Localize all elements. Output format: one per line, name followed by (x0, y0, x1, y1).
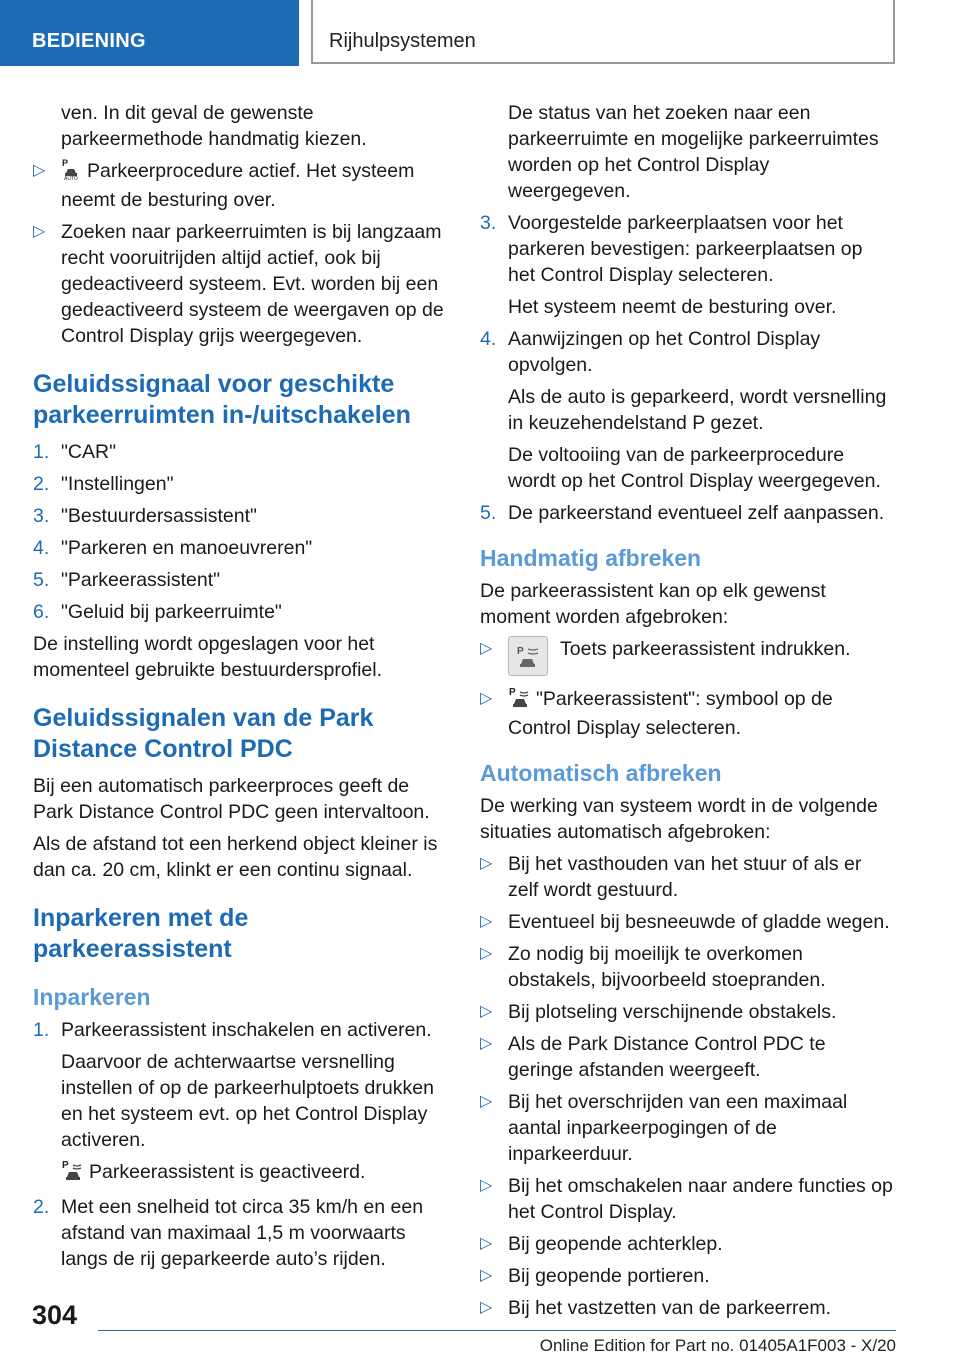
list-item (480, 1031, 894, 1083)
list-item (480, 999, 894, 1025)
bullet-marker: ▷ (480, 945, 493, 962)
list-item (480, 941, 894, 993)
bullet-marker: ▷ (480, 913, 493, 930)
step-subtext: Het systeem neemt de besturing over. (508, 296, 837, 318)
step-number: 5. (33, 569, 50, 591)
bullet-text: Bij het omschakelen naar andere functies op het Control Display. (508, 1175, 893, 1223)
list-item (480, 636, 894, 680)
parking-steps (33, 1017, 447, 1272)
bullet-marker: ▷ (480, 640, 493, 657)
section-heading: Geluidssignalen van de Park Distance Control PDC (33, 704, 374, 763)
step-number: 5. (480, 502, 497, 524)
right-column (480, 100, 894, 1327)
bullet-marker: ▷ (33, 223, 46, 240)
svg-text:P: P (517, 646, 524, 657)
parking-auto-icon (61, 158, 81, 187)
parking-assistant-icon (508, 686, 530, 715)
bullet-text: Bij het vastzetten van de parkeerrem. (508, 1297, 831, 1319)
step-number: 6. (33, 601, 50, 623)
bullet-text: Toets parkeerassistent indrukken. (560, 638, 851, 660)
step-number: 3. (480, 212, 497, 234)
body-text: Bij een automatisch parkeerproces geeft de Park Distance Control PDC geen intervaltoon. (33, 775, 430, 823)
manual-cancel-list (480, 636, 894, 741)
list-item (33, 219, 447, 349)
step-text: "Instellingen" (61, 473, 174, 495)
intro-text: De status van het zoeken naar een parkeerruimte en mogelijke parkeerruimtes worden op het Control Display weergegeven. (508, 102, 879, 202)
step-number: 3. (33, 505, 50, 527)
section-heading: Inparkeren met de parkeerassistent (33, 904, 249, 963)
svg-text:P: P (62, 158, 69, 168)
body-text: De parkeerassistent kan op elk gewenst moment worden afgebroken: (480, 580, 826, 628)
intro-text: ven. In dit geval de gewenste parkeermethode handmatig kiezen. (61, 102, 367, 150)
page-header (0, 0, 960, 66)
step-number: 1. (33, 1019, 50, 1041)
step-item (33, 1017, 447, 1188)
step-item (480, 326, 894, 494)
list-item (480, 1263, 894, 1289)
list-item (480, 1231, 894, 1257)
bullet-text: Bij geopende achterklep. (508, 1233, 723, 1255)
step-text: De parkeerstand eventueel zelf aanpassen. (508, 502, 885, 524)
bullet-marker: ▷ (480, 690, 493, 707)
step-item (480, 500, 894, 526)
step-item (33, 567, 447, 593)
footer-edition: Online Edition for Part no. 01405A1F003 - X/20 (539, 1336, 896, 1355)
bullet-text: Bij het vasthouden van het stuur of als er zelf wordt gestuurd. (508, 853, 862, 901)
icon-caption: Parkeerassistent is geactiveerd. (89, 1161, 366, 1183)
section-heading: Geluidssignaal voor geschikte parkeerruimten in-/uitschakelen (33, 370, 411, 429)
step-number: 1. (33, 441, 50, 463)
step-number: 4. (33, 537, 50, 559)
step-subtext: Daarvoor de achterwaartse versnelling instellen of op de parkeerhulptoets drukken en het systeem evt. op het Control Display activeren. (61, 1051, 434, 1151)
step-text: Parkeerassistent inschakelen en activeren. (61, 1019, 432, 1041)
subsection-heading: Automatisch afbreken (480, 760, 722, 786)
list-item (480, 686, 894, 741)
footer-divider (98, 1330, 896, 1331)
step-text: Met een snelheid tot circa 35 km/h en een afstand van maximaal 1,5 m voorwaarts langs de rij geparkeerde auto’s rijden. (61, 1196, 424, 1270)
step-text: "CAR" (61, 441, 117, 463)
settings-steps (33, 439, 447, 625)
step-text: Voorgestelde parkeerplaatsen voor het parkeren bevestigen: parkeerplaatsen op het Control Display selecteren. (508, 212, 863, 286)
bullet-text: Bij het overschrijden van een maximaal aantal inparkeerpogingen of de inparkeerduur. (508, 1091, 848, 1165)
step-item (33, 1194, 447, 1272)
left-column (33, 100, 447, 1278)
bullet-marker: ▷ (33, 162, 46, 179)
step-number: 2. (33, 473, 50, 495)
section-tab: BEDIENING (0, 0, 299, 66)
svg-text:P: P (509, 687, 516, 698)
status-bullets (33, 158, 447, 349)
step-number: 2. (33, 1196, 50, 1218)
body-text: De instelling wordt opgeslagen voor het momenteel gebruikte bestuurdersprofiel. (33, 633, 383, 681)
subsection-heading: Inparkeren (33, 984, 151, 1010)
bullet-marker: ▷ (480, 1093, 493, 1110)
parking-assistant-icon (61, 1159, 83, 1188)
list-item (480, 1173, 894, 1225)
step-text: Aanwijzingen op het Control Display opvolgen. (508, 328, 821, 376)
bullet-marker: ▷ (480, 1177, 493, 1194)
bullet-marker: ▷ (480, 1003, 493, 1020)
step-item (33, 599, 447, 625)
svg-text:P: P (62, 1160, 69, 1171)
step-text: "Parkeren en manoeuvreren" (61, 537, 313, 559)
bullet-text: Zo nodig bij moeilijk te overkomen obstakels, bijvoorbeeld stoepranden. (508, 943, 826, 991)
auto-cancel-list (480, 851, 894, 1321)
bullet-text: "Parkeerassistent": symbool op de Control Display selecteren. (508, 688, 833, 739)
chapter-title: Rijhulpsystemen (311, 0, 895, 64)
body-text: De werking van systeem wordt in de volgende situaties automatisch afgebroken: (480, 795, 878, 843)
bullet-text: Bij geopende portieren. (508, 1265, 710, 1287)
list-item (480, 851, 894, 903)
body-text: Als de afstand tot een herkend object kleiner is dan ca. 20 cm, klinkt er een continu signaal. (33, 833, 438, 881)
parking-button-icon (508, 636, 548, 676)
step-subtext: Als de auto is geparkeerd, wordt versnelling in keuzehendelstand P gezet. (508, 386, 887, 434)
bullet-text: Bij plotseling verschijnende obstakels. (508, 1001, 837, 1023)
list-item (480, 909, 894, 935)
bullet-text: Eventueel bij besneeuwde of gladde wegen. (508, 911, 890, 933)
step-item (480, 210, 894, 320)
step-subtext (61, 1159, 447, 1188)
list-item (480, 1295, 894, 1321)
step-subtext: De voltooiing van de parkeerprocedure wordt op het Control Display weergegeven. (508, 444, 881, 492)
list-item (480, 1089, 894, 1167)
parking-steps-continued (480, 210, 894, 526)
page-number: 304 (32, 1300, 78, 1330)
bullet-marker: ▷ (480, 1035, 493, 1052)
bullet-text: Als de Park Distance Control PDC te geringe afstanden weergeeft. (508, 1033, 826, 1081)
bullet-marker: ▷ (480, 1299, 493, 1316)
bullet-text: Parkeerprocedure actief. Het systeem neemt de besturing over. (61, 160, 415, 211)
step-item (33, 439, 447, 465)
bullet-marker: ▷ (480, 1267, 493, 1284)
svg-text:AUTO: AUTO (64, 176, 78, 180)
list-item (33, 158, 447, 213)
step-item (33, 471, 447, 497)
bullet-marker: ▷ (480, 855, 493, 872)
step-text: "Geluid bij parkeerruimte" (61, 601, 282, 623)
bullet-marker: ▷ (480, 1235, 493, 1252)
step-text: "Parkeerassistent" (61, 569, 221, 591)
step-item (33, 535, 447, 561)
subsection-heading: Handmatig afbreken (480, 545, 702, 571)
step-text: "Bestuurdersassistent" (61, 505, 257, 527)
step-number: 4. (480, 328, 497, 350)
step-item (33, 503, 447, 529)
bullet-text: Zoeken naar parkeerruimten is bij langzaam recht vooruitrijden altijd actief, ook bij gedeactiveerd systeem. Evt. worden bij een gedeactiveerd systeem de weergaven op de Control Display grijs weergegeven. (61, 221, 444, 347)
